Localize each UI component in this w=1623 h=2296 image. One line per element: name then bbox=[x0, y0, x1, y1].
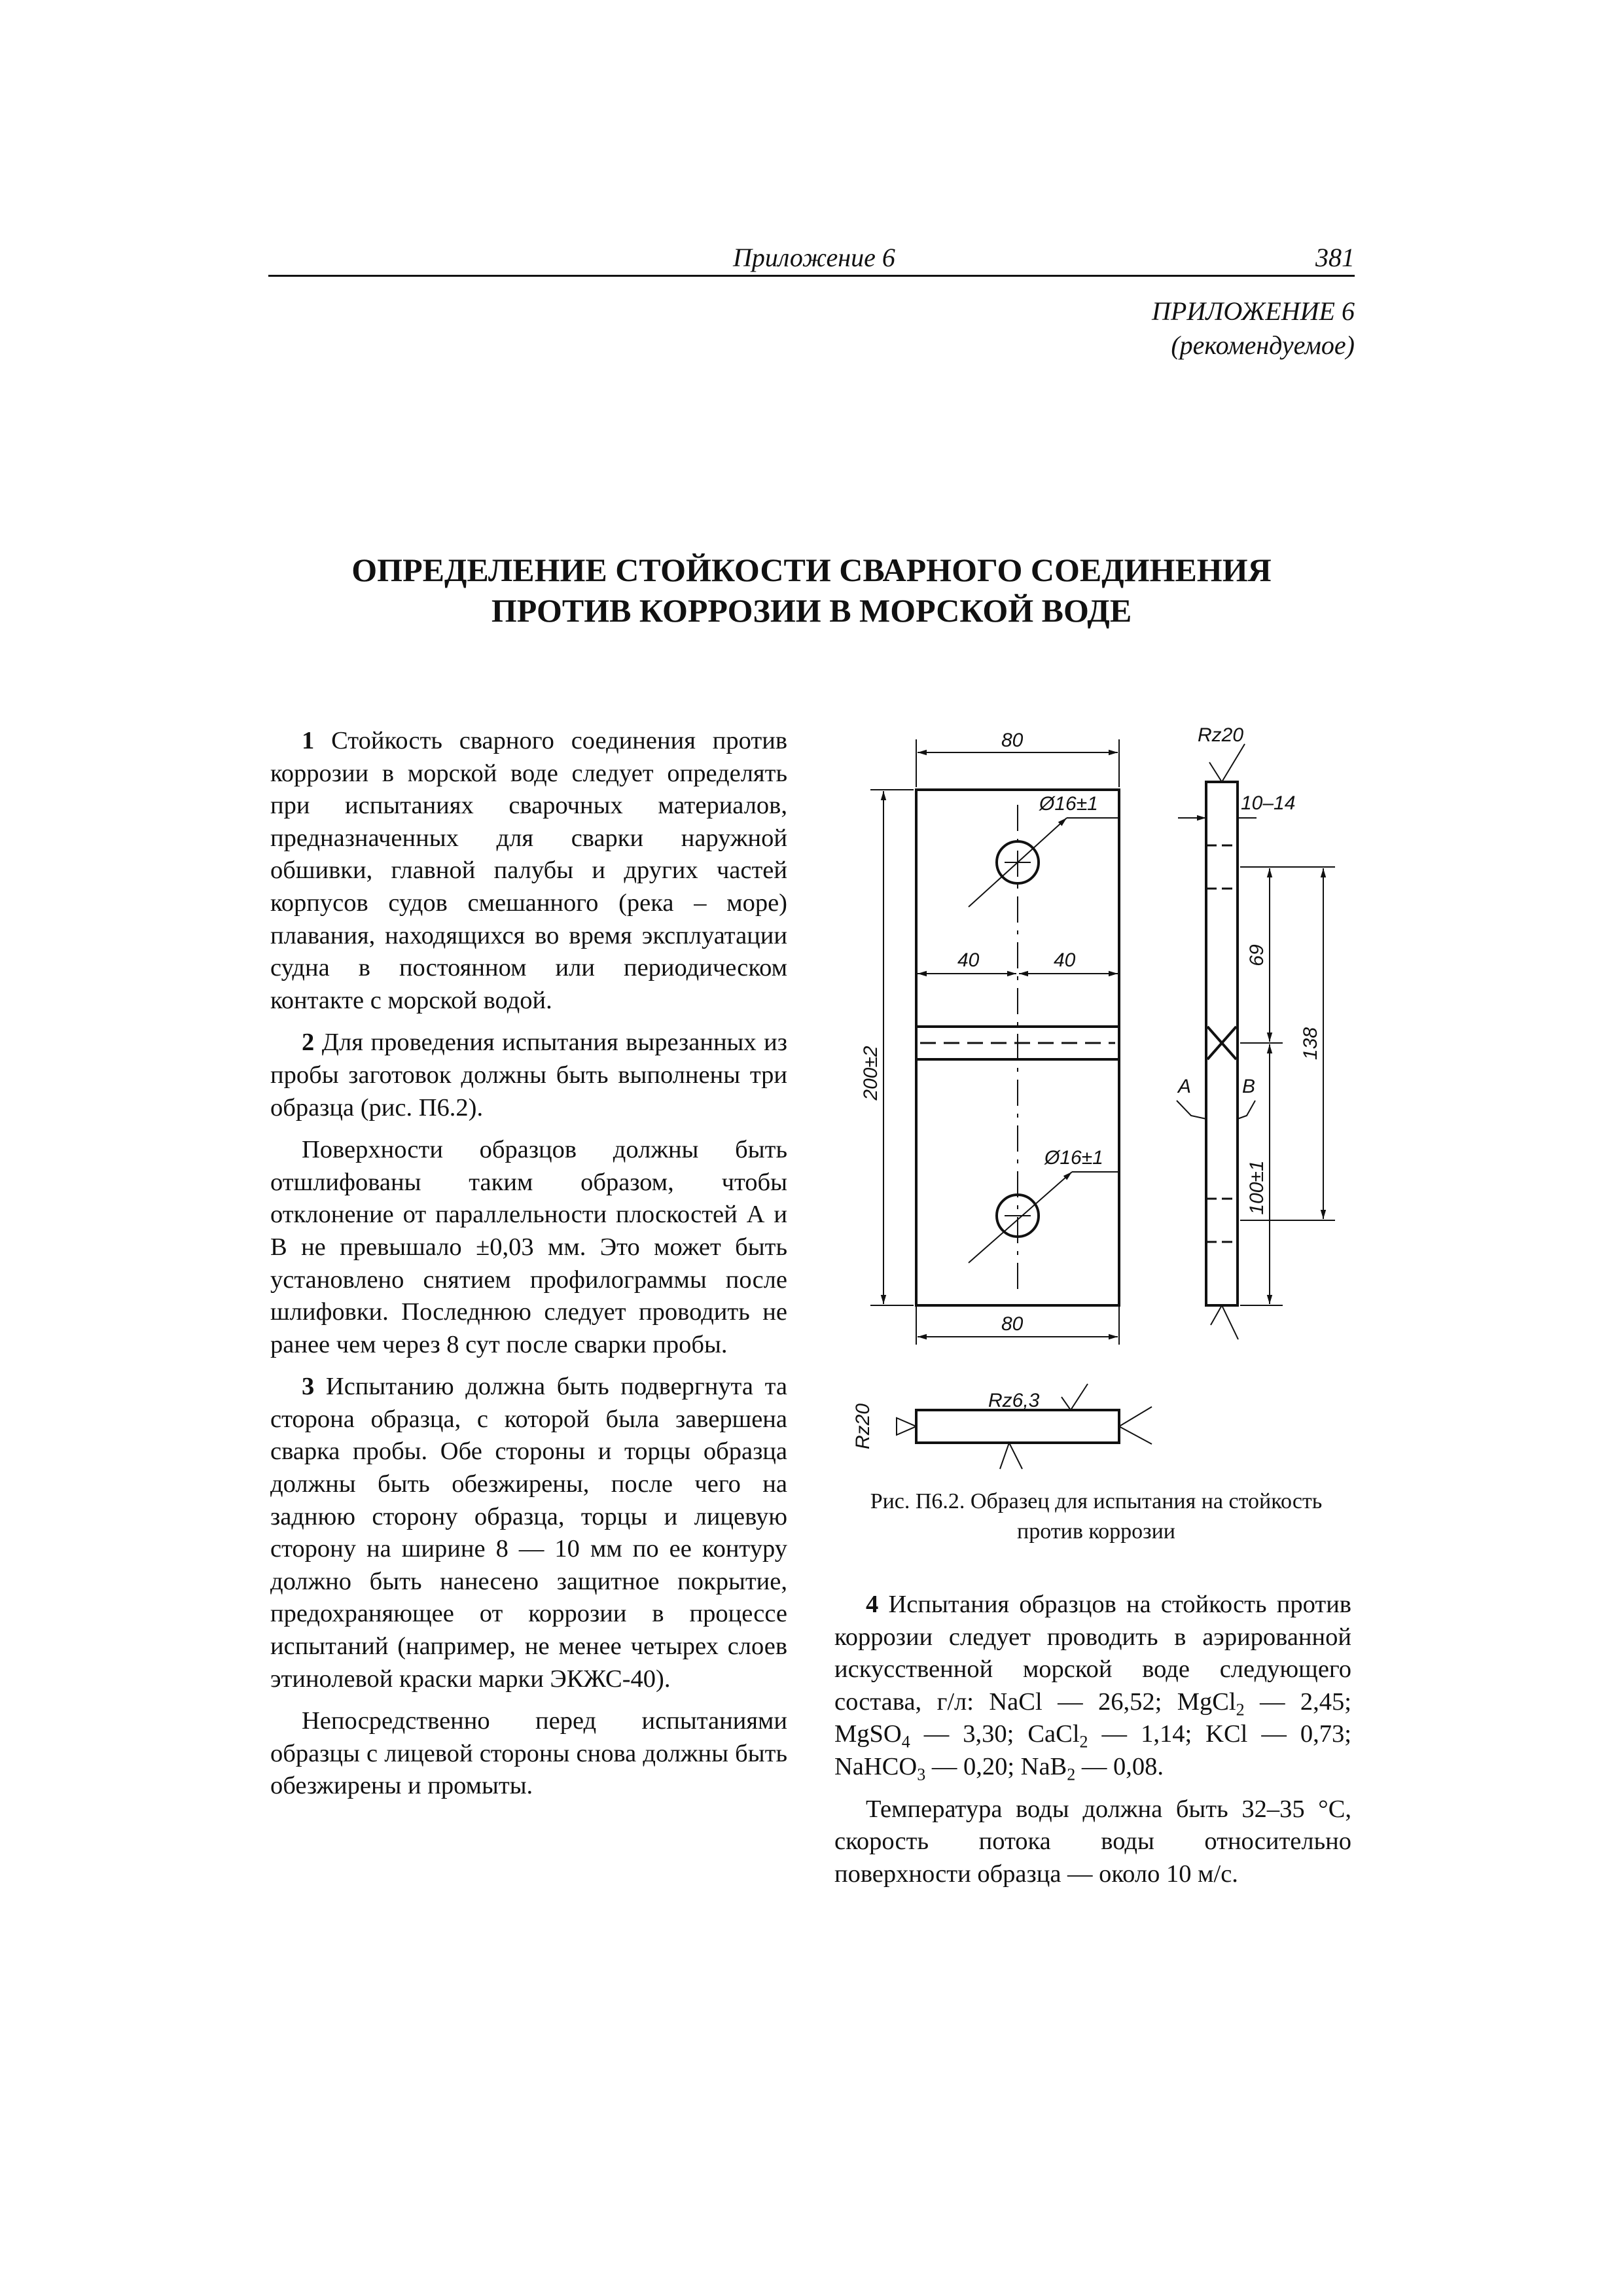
paragraph-4 bbox=[834, 1589, 1351, 1784]
paragraph-2b: Поверхности образцов должны быть отшлифованы таким образом, чтобы отклонение от параллельности плоскостей А и В не превышало ±0,03 мм. Это может быть установлено снятием профилограммы после шлифовки. Последнюю следует проводить не ранее чем через 8 сут после сварки пробы. bbox=[270, 1136, 787, 1358]
p4-part-e: — 0,20; NaB bbox=[925, 1752, 1067, 1780]
dim-thickness: 10–14 bbox=[1241, 792, 1296, 814]
appendix-number: ПРИЛОЖЕНИЕ 6 bbox=[1152, 296, 1355, 326]
right-column bbox=[834, 1589, 1351, 1900]
left-column bbox=[270, 725, 787, 1812]
paragraph-2-text: Для проведения испытания вырезанных из пробы заготовок должны быть выполнены три образца (рис. П6.2). bbox=[270, 1029, 787, 1122]
surface-label-a: A bbox=[1178, 1076, 1192, 1097]
paragraph-3-text: Испытанию должна быть подвергнута та сторона образца, с которой была завершена сварка пробы. Обе стороны и торцы образца должны быть обезжирены, после чего на заднюю сторону образца, торцы и лицевую сторону на ширине 8 — 10 мм по ее контуру должно быть нанесено защитное покрытие, предохраняющее от коррозии в процессе испытаний (например, не менее четырех слоев этинолевой краски марки ЭКЖС-40). bbox=[270, 1373, 787, 1693]
p4-sub-4: 3 bbox=[917, 1765, 926, 1784]
running-head bbox=[268, 242, 1355, 277]
dim-138: 138 bbox=[1300, 1027, 1321, 1061]
p4-sub-5: 2 bbox=[1067, 1765, 1076, 1784]
appendix-status: (рекомендуемое) bbox=[1171, 330, 1355, 360]
p4-part-c: — 3,30; CaCl bbox=[910, 1720, 1080, 1748]
dim-height: 200±2 bbox=[860, 1046, 882, 1101]
caption-line-1: Рис. П6.2. Образец для испытания на стойкость bbox=[870, 1489, 1323, 1513]
appendix-label bbox=[1152, 294, 1355, 362]
document-title bbox=[268, 550, 1355, 631]
figure-caption bbox=[825, 1487, 1368, 1547]
hole-top-label: Ø16±1 bbox=[1039, 793, 1098, 815]
paragraph-4-number: 4 bbox=[866, 1591, 879, 1618]
dim-bottom-width: 80 bbox=[1001, 1313, 1024, 1335]
paragraph-1-text: Стойкость сварного соединения против коррозии в морской воде следует определять при испытаниях сварочных материалов, предназначенных для сварки наружной обшивки, главной палубы и других частей корпусов судов смешанного (река – море) плавания, находящихся во время эксплуатации судна в постоянном или периодическом контакте с морской водой. bbox=[270, 727, 787, 1014]
page-number: 381 bbox=[1315, 243, 1355, 272]
paragraph-2 bbox=[270, 1027, 787, 1124]
roughness-bottom: Rz6,3 bbox=[988, 1390, 1040, 1411]
p4-sub-2: 4 bbox=[901, 1733, 910, 1752]
specimen-drawing bbox=[831, 716, 1368, 1541]
dim-69: 69 bbox=[1246, 944, 1268, 966]
p4-part-d: — 1,14; KCl — 0,73; NaHCO bbox=[834, 1720, 1351, 1780]
hole-bottom-label: Ø16±1 bbox=[1044, 1147, 1103, 1169]
p4-sub-3: 2 bbox=[1079, 1733, 1088, 1752]
dim-100: 100±1 bbox=[1246, 1160, 1268, 1215]
end-view-outline bbox=[916, 1410, 1119, 1443]
dim-half-right: 40 bbox=[1054, 949, 1076, 971]
paragraph-1-number: 1 bbox=[302, 727, 315, 754]
paragraph-3b: Непосредственно перед испытаниями образцы с лицевой стороны снова должны быть обезжирены и промыты. bbox=[270, 1707, 787, 1800]
surface-label-b: B bbox=[1242, 1076, 1256, 1097]
p4-part-b: — 2,45; MgSO bbox=[834, 1687, 1352, 1748]
p4-part-f: — 0,08. bbox=[1075, 1752, 1164, 1780]
dim-half-left: 40 bbox=[957, 949, 980, 971]
title-line-1: ОПРЕДЕЛЕНИЕ СТОЙКОСТИ СВАРНОГО СОЕДИНЕНИЯ bbox=[351, 552, 1272, 588]
paragraph-3-number: 3 bbox=[302, 1373, 315, 1401]
dim-top-width: 80 bbox=[1001, 730, 1024, 751]
p4-sub-1: 2 bbox=[1236, 1700, 1245, 1720]
running-head-title: Приложение 6 bbox=[733, 243, 895, 272]
paragraph-3 bbox=[270, 1371, 787, 1695]
roughness-side: Rz20 bbox=[852, 1403, 874, 1450]
paragraph-1 bbox=[270, 725, 787, 1017]
paragraph-5: Температура воды должна быть 32–35 °С, скорость потока воды относительно поверхности образца — около 10 м/с. bbox=[834, 1795, 1351, 1888]
paragraph-2-number: 2 bbox=[302, 1029, 315, 1057]
title-line-2: ПРОТИВ КОРРОЗИИ В МОРСКОЙ ВОДЕ bbox=[491, 592, 1132, 629]
p4-part-a: Испытания образцов на стойкость против коррозии следует проводить в аэрированной искусственной морской воде следующего состава, г/л: NaCl — 26,52; MgCl bbox=[834, 1591, 1351, 1716]
caption-line-2: против коррозии bbox=[1017, 1519, 1175, 1544]
roughness-top: Rz20 bbox=[1198, 724, 1244, 746]
